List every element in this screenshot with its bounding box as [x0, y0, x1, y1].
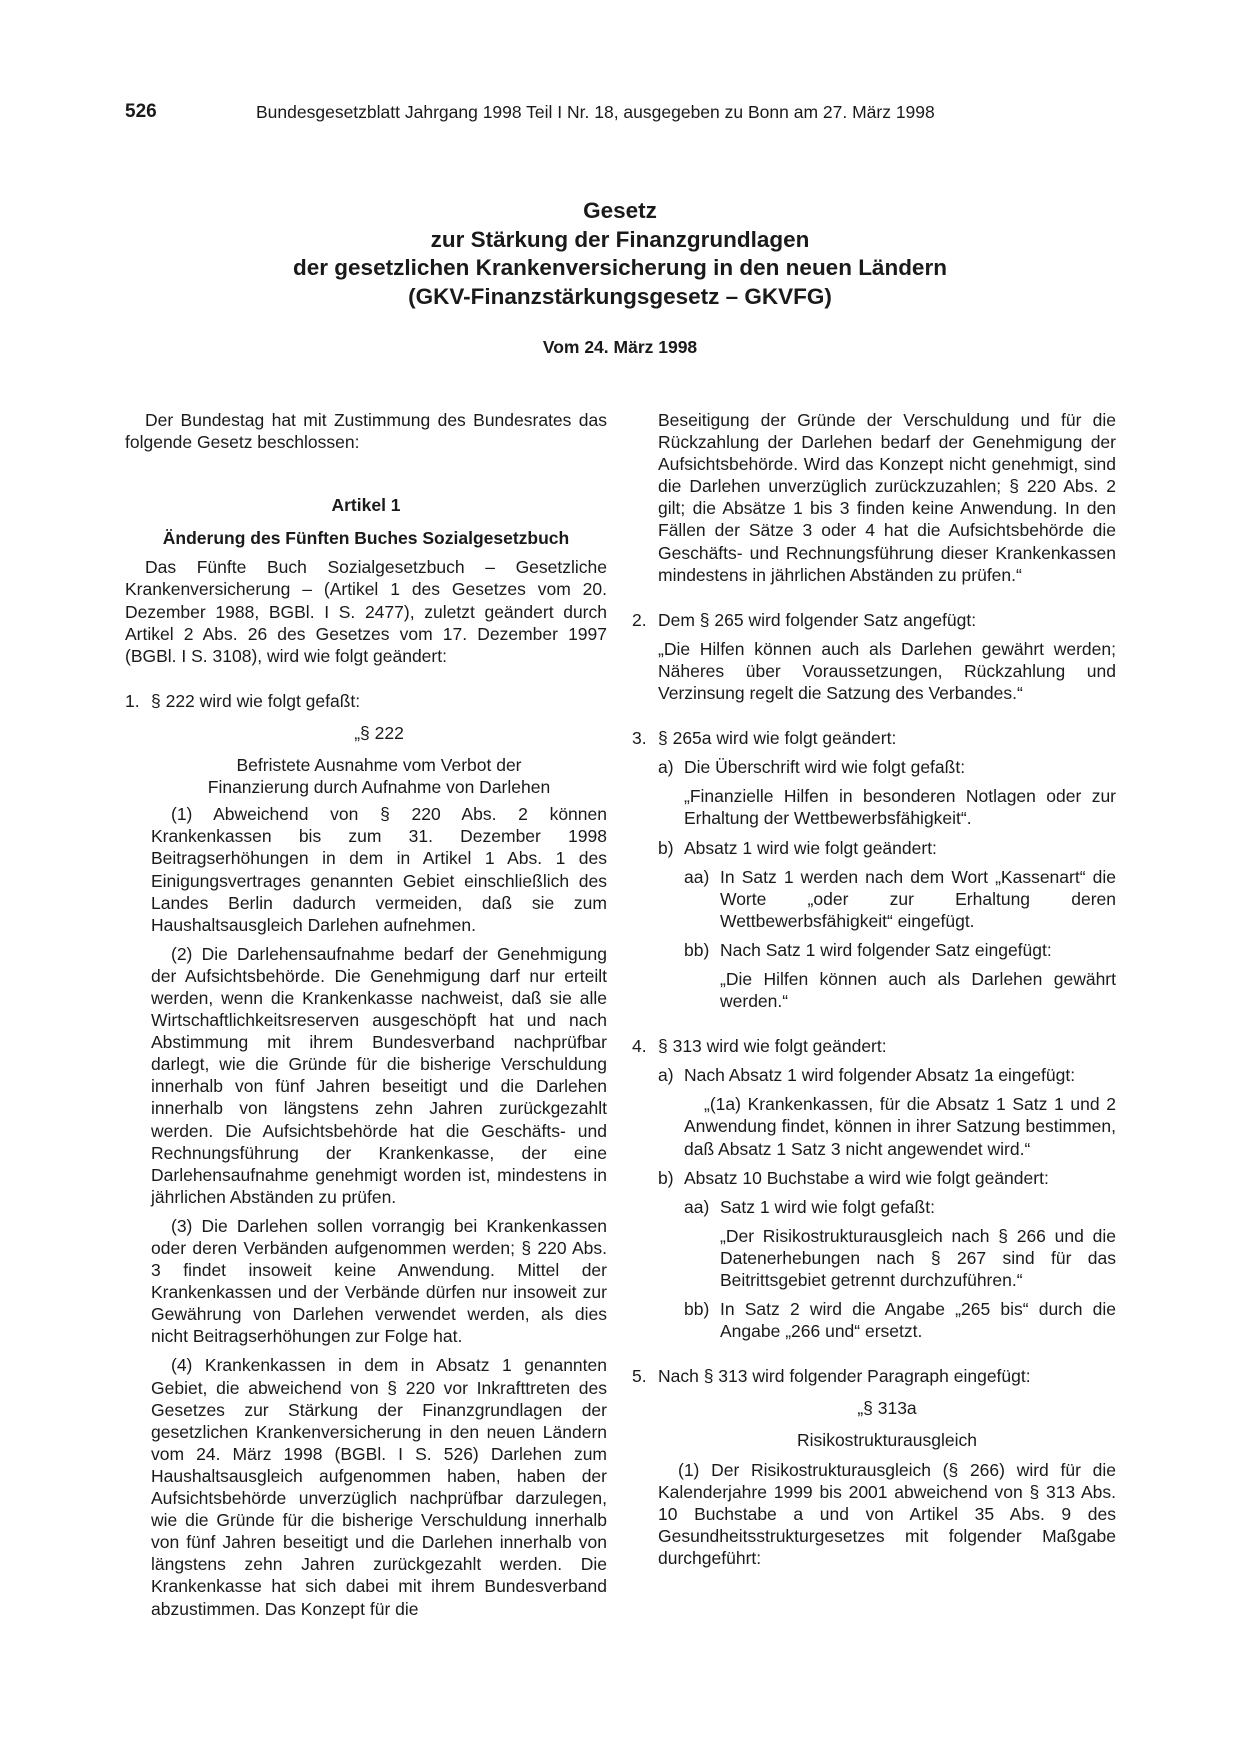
subsection-4: (4) Krankenkassen in dem in Absatz 1 genannten Gebiet, die abweichend von § 220 vor Inkrafttreten des Gesetzes zur Stärkung der Finanzgrundlagen der gesetzlichen Krankenversicherung in den neuen Ländern vom 24. März 1998 (BGBl. I S. 526) Darlehen zum Haushaltsausgleich aufgenommen haben, haben der Aufsichtsbehörde unverzüglich nachprüfbar darzulegen, wie die Gründe für die bisherige Verschuldung innerhalb von fünf Jahren beseitigt und die Darlehen innerhalb von längstens zehn Jahren zurückgezahlt werden. Die Krankenkasse hat sich dabei mit ihrem Bundesverband abzustimmen. Das Konzept für die [151, 1355, 607, 1619]
law-date: Vom 24. März 1998 [542, 337, 698, 357]
subsection-1: (1) Abweichend von § 220 Abs. 2 können Krankenkassen bis zum 31. Dezember 1998 Beitragserhöhungen in dem in Artikel 1 Abs. 1 des Einigungsvertrages genannten Gebiet einschließlich des Landes Berlin dadurch vermeiden, daß sie zum Haushaltsausgleich Darlehen aufnehmen. [151, 804, 607, 935]
paragraph-title-line-2: Finanzierung durch Aufnahme von Darlehen [207, 777, 551, 798]
amendment-item-5 [632, 1365, 1116, 1387]
item-number: 4. [632, 1036, 647, 1057]
amendment-item-4 [632, 1035, 1116, 1057]
subsection-3: (3) Die Darlehen sollen vorrangig bei Krankenkassen oder deren Verbänden aufgenommen werden; § 220 Abs. 3 findet insoweit keine Anwendung. Mittel der Krankenkassen und der Verbände dürfen nur insoweit zur Gewährung von Darlehen verwendet werden, als dies nicht Beitragserhöhungen zur Folge hat. [151, 1215, 607, 1347]
item-letter: aa) [684, 866, 710, 887]
title-line-2: zur Stärkung der Finanzgrundlagen [430, 226, 810, 252]
item-number: 3. [632, 728, 647, 749]
amendment-item-3 [632, 727, 1116, 749]
amendment-item-3b [658, 837, 1116, 859]
amendment-item-3b-aa [684, 866, 1116, 932]
item-letter: a) [658, 757, 674, 778]
item-number: 2. [632, 609, 647, 630]
item-2-quote: „Die Hilfen können auch als Darlehen gewährt werden; Näheres über Voraussetzungen, Rückzahlung und Verzinsung regelt die Satzung des Verbandes.“ [658, 638, 1116, 704]
item-text: Nach § 313 wird folgender Paragraph eingefügt: [658, 1366, 1031, 1387]
right-column [632, 409, 1116, 1569]
amendment-item-4b-aa [684, 1196, 1116, 1218]
item-text: Absatz 10 Buchstabe a wird wie folgt geändert: [684, 1167, 1049, 1188]
page-header [125, 101, 1125, 127]
article-heading: Artikel 1 [331, 495, 401, 516]
left-column [125, 409, 607, 1620]
item-text: In Satz 1 werden nach dem Wort „Kassenart“ die Worte „oder zur Erhaltung deren Wettbewerbsfähigkeit“ eingefügt. [720, 866, 1116, 931]
item-3a-quote: „Finanzielle Hilfen in besonderen Notlagen oder zur Erhaltung der Wettbewerbsfähigkeit“. [684, 786, 1116, 829]
item-text: Satz 1 wird wie folgt gefaßt: [720, 1196, 935, 1217]
title-line-1: Gesetz [583, 198, 657, 223]
item-text: § 313 wird wie folgt geändert: [658, 1036, 887, 1057]
item-4a-quote: „(1a) Krankenkassen, für die Absatz 1 Satz 1 und 2 Anwendung findet, können in ihrer Satzung bestimmen, daß Absatz 1 Satz 3 nicht angewendet wird.“ [684, 1094, 1116, 1159]
item-letter: bb) [684, 1299, 710, 1320]
running-head: Bundesgesetzblatt Jahrgang 1998 Teil I Nr. 18, ausgegeben zu Bonn am 27. März 1998 [256, 102, 935, 122]
subsection-1: (1) Der Risikostrukturausgleich (§ 266) wird für die Kalenderjahre 1999 bis 2001 abweichend von § 313 Abs. 10 Buchstabe a und von Artikel 35 Abs. 9 des Gesundheitsstrukturgesetzes mit folgender Maßgabe durchgeführt: [658, 1459, 1116, 1568]
title-line-3: der gesetzlichen Krankenversicherung in den neuen Ländern [293, 255, 947, 280]
item-text: § 222 wird wie folgt gefaßt: [151, 690, 361, 711]
amendment-item-4a [658, 1064, 1116, 1086]
law-title [0, 197, 1240, 311]
item-number: 1. [125, 690, 140, 711]
article-title: Änderung des Fünften Buches Sozialgesetzbuch [162, 528, 570, 549]
item-text: Nach Absatz 1 wird folgender Absatz 1a eingefügt: [684, 1065, 1076, 1086]
item-3b-bb-quote: „Die Hilfen können auch als Darlehen gewährt werden.“ [720, 968, 1116, 1012]
amendment-item-4b-bb [684, 1298, 1116, 1342]
amendment-item-4b [658, 1167, 1116, 1189]
paragraph-222 [151, 722, 607, 1620]
amendment-item-2 [632, 609, 1116, 631]
item-4b-aa-quote: „Der Risikostrukturausgleich nach § 266 und die Datenerhebungen nach § 267 sind für das Beitrittsgebiet getrennt durchzuführen.“ [720, 1225, 1116, 1290]
amendment-item-1 [125, 690, 607, 712]
amendment-item-3b-bb [684, 939, 1116, 961]
paragraph-313a [658, 1397, 1116, 1569]
subsection-4-continuation: Beseitigung der Gründe der Verschuldung und für die Rückzahlung der Darlehen bedarf der Genehmigung der Aufsichtsbehörde. Wird das Konzept nicht genehmigt, sind die Darlehen unverzüglich zurückzuzahlen; § 220 Abs. 2 gilt; die Absätze 1 bis 3 finden keine Anwendung. In den Fällen der Sätze 3 oder 4 hat die Aufsichtsbehörde die Geschäfts- und Rechnungsführung dieser Krankenkassen mindestens in jährlichen Abständen zu prüfen.“ [658, 410, 1116, 585]
amendment-item-3a [658, 756, 1116, 778]
paragraph-number: „§ 313a [857, 1398, 917, 1419]
paragraph-number: „§ 222 [354, 722, 404, 743]
paragraph-title: Risikostrukturausgleich [797, 1430, 977, 1451]
item-text: Dem § 265 wird folgender Satz angefügt: [658, 609, 977, 630]
item-text: In Satz 2 wird die Angabe „265 bis“ durch die Angabe „266 und“ ersetzt. [720, 1299, 1116, 1342]
title-line-4: (GKV-Finanzstärkungsgesetz – GKVFG) [408, 283, 832, 309]
preamble: Der Bundestag hat mit Zustimmung des Bundesrates das folgende Gesetz beschlossen: [125, 410, 607, 453]
page-number: 526 [125, 101, 157, 122]
item-letter: b) [658, 837, 674, 858]
item-letter: a) [658, 1065, 674, 1086]
item-number: 5. [632, 1366, 647, 1387]
paragraph-title-line-1: Befristete Ausnahme vom Verbot der [236, 755, 522, 776]
item-letter: aa) [684, 1196, 710, 1217]
item-text: § 265a wird wie folgt geändert: [658, 728, 897, 749]
item-letter: bb) [684, 939, 710, 960]
article-intro: Das Fünfte Buch Sozialgesetzbuch – Gesetzliche Krankenversicherung – (Artikel 1 des Gesetzes vom 20. Dezember 1988, BGBl. I S. 2477), zuletzt geändert durch Artikel 2 Abs. 26 des Gesetzes vom 17. Dezember 1997 (BGBl. I S. 3108), wird wie folgt geändert: [125, 557, 607, 666]
item-text: Nach Satz 1 wird folgender Satz eingefügt: [720, 939, 1052, 960]
item-letter: b) [658, 1167, 674, 1188]
item-text: Die Überschrift wird wie folgt gefaßt: [684, 757, 966, 778]
item-text: Absatz 1 wird wie folgt geändert: [684, 837, 937, 858]
subsection-2: (2) Die Darlehensaufnahme bedarf der Genehmigung der Aufsichtsbehörde. Die Genehmigung darf nur erteilt werden, wenn die Krankenkasse nachweist, daß sie alle Wirtschaftlichkeitsreserven ausgeschöpft hat und nach Abstimmung mit ihrem Bundesverband nachprüfbar darlegt, wie die Gründe für die bisherige Verschuldung innerhalb von fünf Jahren beseitigt und die Darlehen innerhalb von längstens zehn Jahren zurückgezahlt werden. Die Aufsichtsbehörde hat die Geschäfts- und Rechnungsführung der Krankenkasse, der eine Darlehensaufnahme genehmigt worden ist, mindestens in jährlichen Abständen zu prüfen. [151, 943, 607, 1207]
